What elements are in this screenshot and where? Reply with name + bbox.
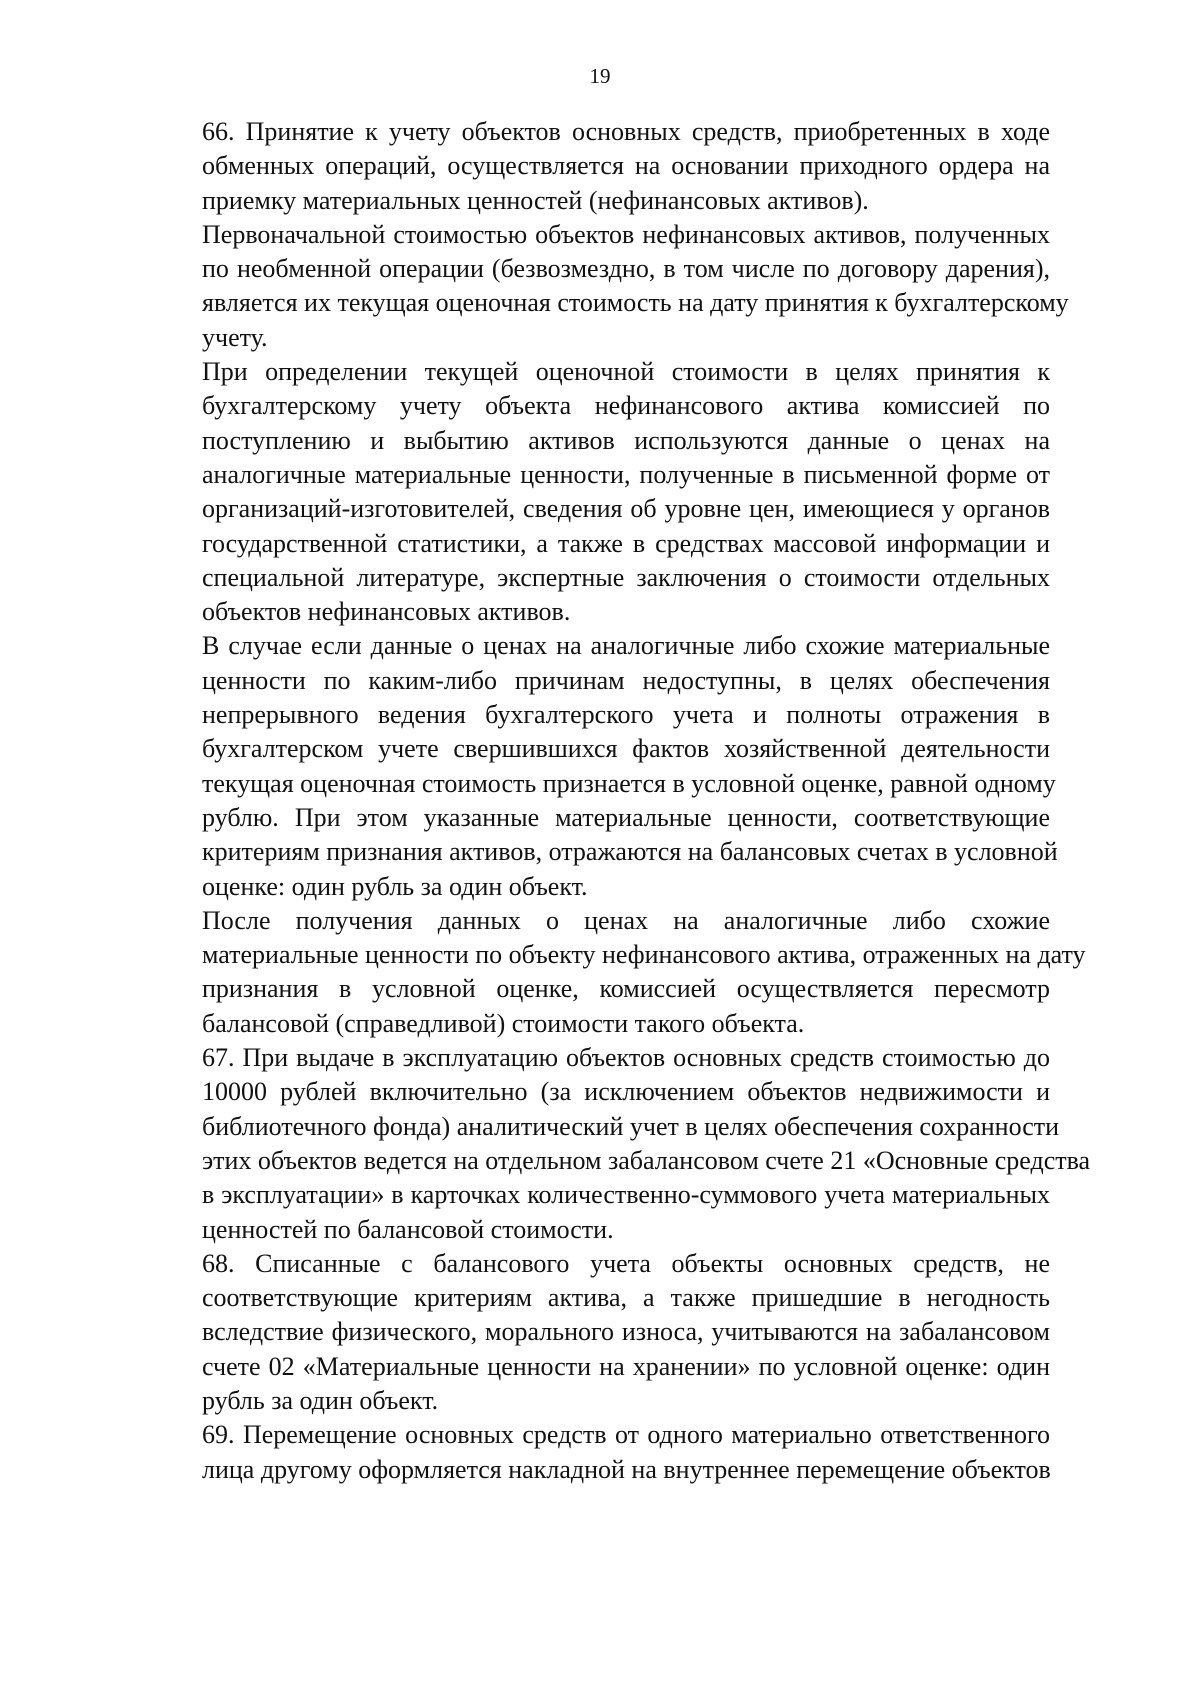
text-line: 68. Списанные с балансового учета объекты основных средств, не xyxy=(202,1248,1050,1278)
page-number: 19 xyxy=(589,64,611,88)
text-line: бухгалтерскому учету объекта нефинансового актива комиссией по xyxy=(202,391,1050,421)
text-line: лица другому оформляется накладной на внутреннее перемещение объектов xyxy=(202,1454,1051,1484)
paragraph xyxy=(150,355,1050,629)
text-line: организаций-изготовителей, сведения об уровне цен, имеющиеся у органов xyxy=(202,494,1050,524)
paragraph xyxy=(150,1041,1091,1247)
paragraph xyxy=(150,629,1058,903)
text-line: Первоначальной стоимостью объектов нефинансовых активов, полученных xyxy=(202,219,1050,249)
text-line: признания в условной оценке, комиссией осуществляется пересмотр xyxy=(202,974,1050,1004)
text-line: 66. Принятие к учету объектов основных средств, приобретенных в ходе xyxy=(202,117,1050,146)
paragraph xyxy=(150,218,1069,355)
text-line: государственной статистики, а также в средствах массовой информации и xyxy=(202,528,1050,558)
paragraph xyxy=(150,1247,1050,1418)
text-line: оценке: один рубль за один объект. xyxy=(202,871,588,901)
text-line: непрерывного ведения бухгалтерского учета и полноты отражения в xyxy=(202,700,1050,730)
text-line: приемку материальных ценностей (нефинансовых активов). xyxy=(202,185,869,215)
text-line: вследствие физического, морального износа, учитываются на забалансовом xyxy=(202,1317,1050,1347)
paragraph xyxy=(150,1418,1050,1487)
text-line: аналогичные материальные ценности, полученные в письменной форме от xyxy=(202,459,1050,489)
text-line: ценности по каким-либо причинам недоступны, в целях обеспечения xyxy=(202,665,1050,695)
text-line: В случае если данные о ценах на аналогичные либо схожие материальные xyxy=(202,631,1050,661)
text-line: специальной литературе, экспертные заключения о стоимости отдельных xyxy=(202,562,1050,592)
text-line: текущая оценочная стоимость признается в условной оценке, равной одному xyxy=(202,768,1056,798)
text-line: бухгалтерском учете свершившихся фактов хозяйственной деятельности xyxy=(202,734,1050,764)
text-line: материальные ценности по объекту нефинансового актива, отраженных на дату xyxy=(202,940,1086,970)
text-line: ценностей по балансовой стоимости. xyxy=(202,1214,614,1244)
text-line: рублю. При этом указанные материальные ценности, соответствующие xyxy=(202,802,1050,832)
text-line: обменных операций, осуществляется на основании приходного ордера на xyxy=(202,151,1050,181)
paragraph xyxy=(150,904,1086,1041)
text-line: рубль за один объект. xyxy=(202,1385,439,1415)
text-line: поступлению и выбытию активов используются данные о ценах на xyxy=(202,425,1050,455)
text-line: библиотечного фонда) аналитический учет в целях обеспечения сохранности xyxy=(202,1111,1060,1141)
text-line: 69. Перемещение основных средств от одного материально ответственного xyxy=(202,1420,1050,1450)
text-line: этих объектов ведется на отдельном забалансовом счете 21 «Основные средства xyxy=(202,1145,1091,1175)
text-line: счете 02 «Материальные ценности на хранении» по условной оценке: один xyxy=(202,1351,1050,1381)
text-line: соответствующие критериям актива, а также пришедшие в негодность xyxy=(202,1283,1050,1313)
text-line: по необменной операции (безвозмездно, в том числе по договору дарения), xyxy=(202,254,1050,284)
text-line: является их текущая оценочная стоимость на дату принятия к бухгалтерскому xyxy=(202,288,1069,318)
text-line: При определении текущей оценочной стоимости в целях принятия к xyxy=(202,357,1050,387)
text-line: балансовой (справедливой) стоимости такого объекта. xyxy=(202,1008,805,1038)
text-line: учету. xyxy=(202,322,268,352)
text-line: в эксплуатации» в карточках количественно-суммового учета материальных xyxy=(202,1180,1050,1210)
text-line: критериям признания активов, отражаются на балансовых счетах в условной xyxy=(202,837,1058,867)
document-body xyxy=(150,115,1091,1487)
paragraph xyxy=(150,115,1050,218)
text-line: 10000 рублей включительно (за исключением объектов недвижимости и xyxy=(202,1077,1050,1107)
text-line: 67. При выдаче в эксплуатацию объектов основных средств стоимостью до xyxy=(202,1043,1050,1073)
text-line: После получения данных о ценах на аналогичные либо схожие xyxy=(202,905,1050,935)
text-line: объектов нефинансовых активов. xyxy=(202,597,571,627)
